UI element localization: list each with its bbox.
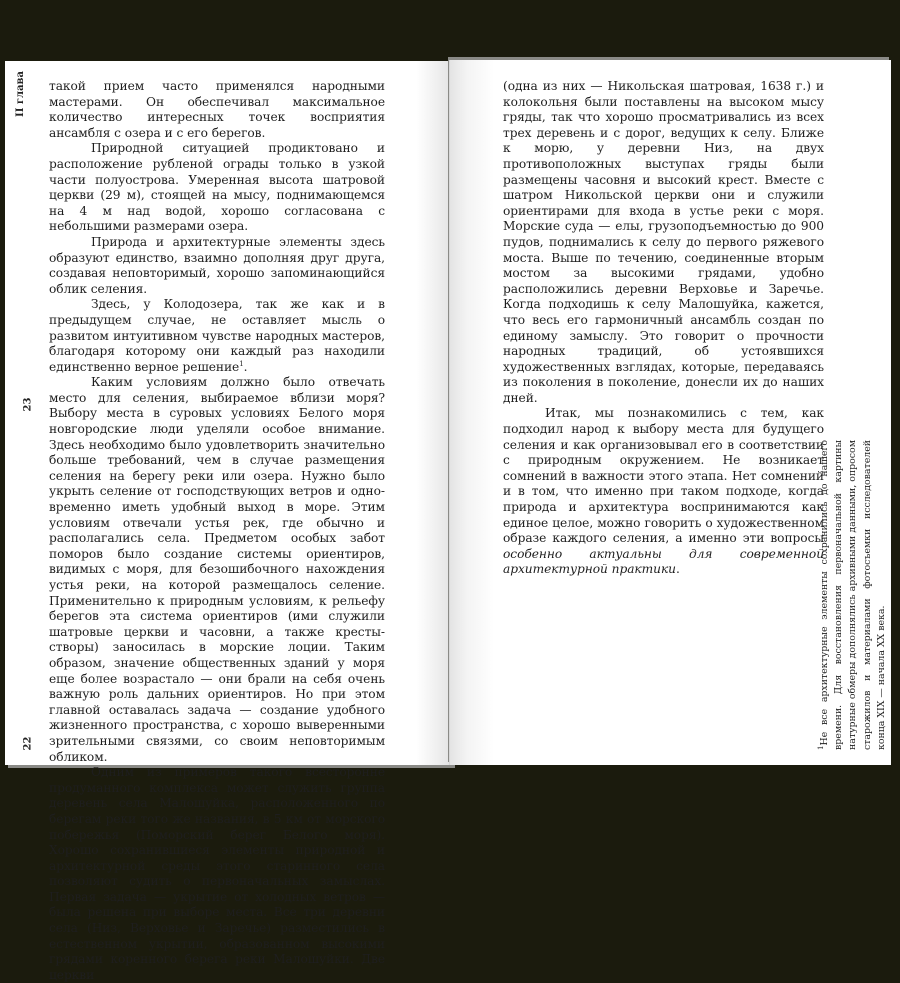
paragraph-text: Итак, мы познакомились с тем, как подходил народ к выбору места для будущего селения и как организовывал его в соответствии с природным окружением. Не возникает сомнений в важности этого этапа. Нет сомнений и в том, что именно при таком подходе, когда природа и архитектура воспринимаются как единое целое, можно говорить о художественном образе каждого селения, а именно эти вопросы [503,406,824,546]
paragraph: Здесь, у Колодозера, так же как и в предыдущем случае, не оставляет мысль о развитом интуитивном чувстве народных мастеров, благодаря которому они каждый раз находили единственно верное решение$^1$. [49,297,385,374]
margin-page-number: 23 [22,397,34,412]
left-page [5,61,452,982]
paragraph: Одним из примеров такого всесторонне продуманного комплекса может служить группа деревень села Малошуйка, расположенного по берегам реки того же названия, в 5 км от морского побережья (Поморский берег Белого моря). Хорошо сохранившиеся элементы природной и архитектурной среды этого старинного села позволяют судить о первоначальных замыслах. Первая задача — укрытие от холодных ветров — была решена при выборе места. Все три деревни села (Низ, Верховье и Заречье) разместились в естественном укрытии, образованном высокими грядами коренного берега реки Малошуйки. Две церкви [49,765,385,982]
footnote-reference[interactable]: 1 [239,359,244,368]
closing-paragraph [503,406,824,578]
paragraph: Природа и архитектурные элементы здесь образуют единство, взаимно дополняя друг друга, создавая неповторимый, хорошо запоминающийся облик селения. [49,234,385,296]
emphasized-text: особенно актуальны для современной архитектурной практики [503,546,824,577]
book-gutter [449,60,450,765]
paragraph-text: Здесь, у Колодозера, так же как и в предыдущем случае, не оставляет мысль о развитом интуитивном чувстве народных мастеров, благодаря которому они каждый раз находили единственно верное решение [49,297,385,374]
running-head: II глава [15,71,26,117]
paragraph-end: . [675,562,680,577]
footnote [816,440,887,750]
paragraph: такой прием часто применялся народными мастерами. Он обеспечивал максимальное количество интересных точек восприятия ансамбля с озера и с его берегов. [49,79,385,140]
footnote-text: Не все архитектурные элементы сохранились до нашего времени. Для восстановления первоначальной картины натурные обмеры дополнялись архивными данными, опросом старожилов и материалами фотосъемки исследователей конца XIX — начала XX века. [819,440,887,750]
right-page [450,60,891,765]
page-number: 22 [22,736,34,751]
paragraph: Каким условиям должно было отвечать место для селения, выбираемое вблизи моря? Выбору места в суровых условиях Белого моря новгородские люди уделяли особое внимание. Здесь необходимо было удовлетворить значительно больше требований, чем в случае размещения селения на берегу реки или озера. Нужно было укрыть селение от господствующих ветров и одновременно иметь удобный выход в море. Этим условиям отвечали устья рек, где обычно и располагались села. Предметом особых забот поморов было создание системы ориентиров, видимых с моря, для безошибочного нахождения устья реки, на которой размещалось селение. Применительно к природным условиям, к рельефу берегов эта система ориентиров (ими служили шатровые церкви и часовни, а также кресты-створы) заносилась в морские лоции. Таким образом, значение общественных зданий у моря еще более возрастало — они брали на себя очень важную роль дальних ориентиров. Но при этом главной оставалась задача — создание удобного жизненного пространства, с хорошо выверенными зрительными связями, со своим неповторимым обликом. [49,375,385,764]
right-page-body [503,79,824,578]
paragraph: Природной ситуацией продиктовано и расположение рубленой ограды только в узкой части полуострова. Умеренная высота шатровой церкви (29 м), стоящей на мысу, поднимающемся на 4 м над водой, хорошо согласована с небольшими размерами озера. [49,141,385,234]
left-page-body [49,79,385,983]
footnote-marker: 1 [816,745,825,750]
paragraph: (одна из них — Никольская шатровая, 1638 г.) и колокольня были поставлены на высоком мысу гряды, так что хорошо просматривались из всех трех деревень и с дорог, ведущих к селу. Ближе к морю, у деревни Низ, на двух противоположных выступах гряды были размещены часовня и высокий крест. Вместе с шатром Никольской церкви они и служили ориентирами для входа в устье реки с моря. Морские суда — елы, грузоподъемностью до 900 пудов, поднимались к селу до первого ряжевого моста. Выше по течению, соединенные вторым мостом за высокими грядами, удобно расположились деревни Верховье и Заречье. Когда подходишь к селу Малошуйка, кажется, что весь его гармоничный ансамбль создан по единому замыслу. Это говорит о прочности народных традиций, об устоявшихся художественных взглядах, которые, передаваясь из поколения в поколение, донесли их до наших дней. [503,79,824,405]
